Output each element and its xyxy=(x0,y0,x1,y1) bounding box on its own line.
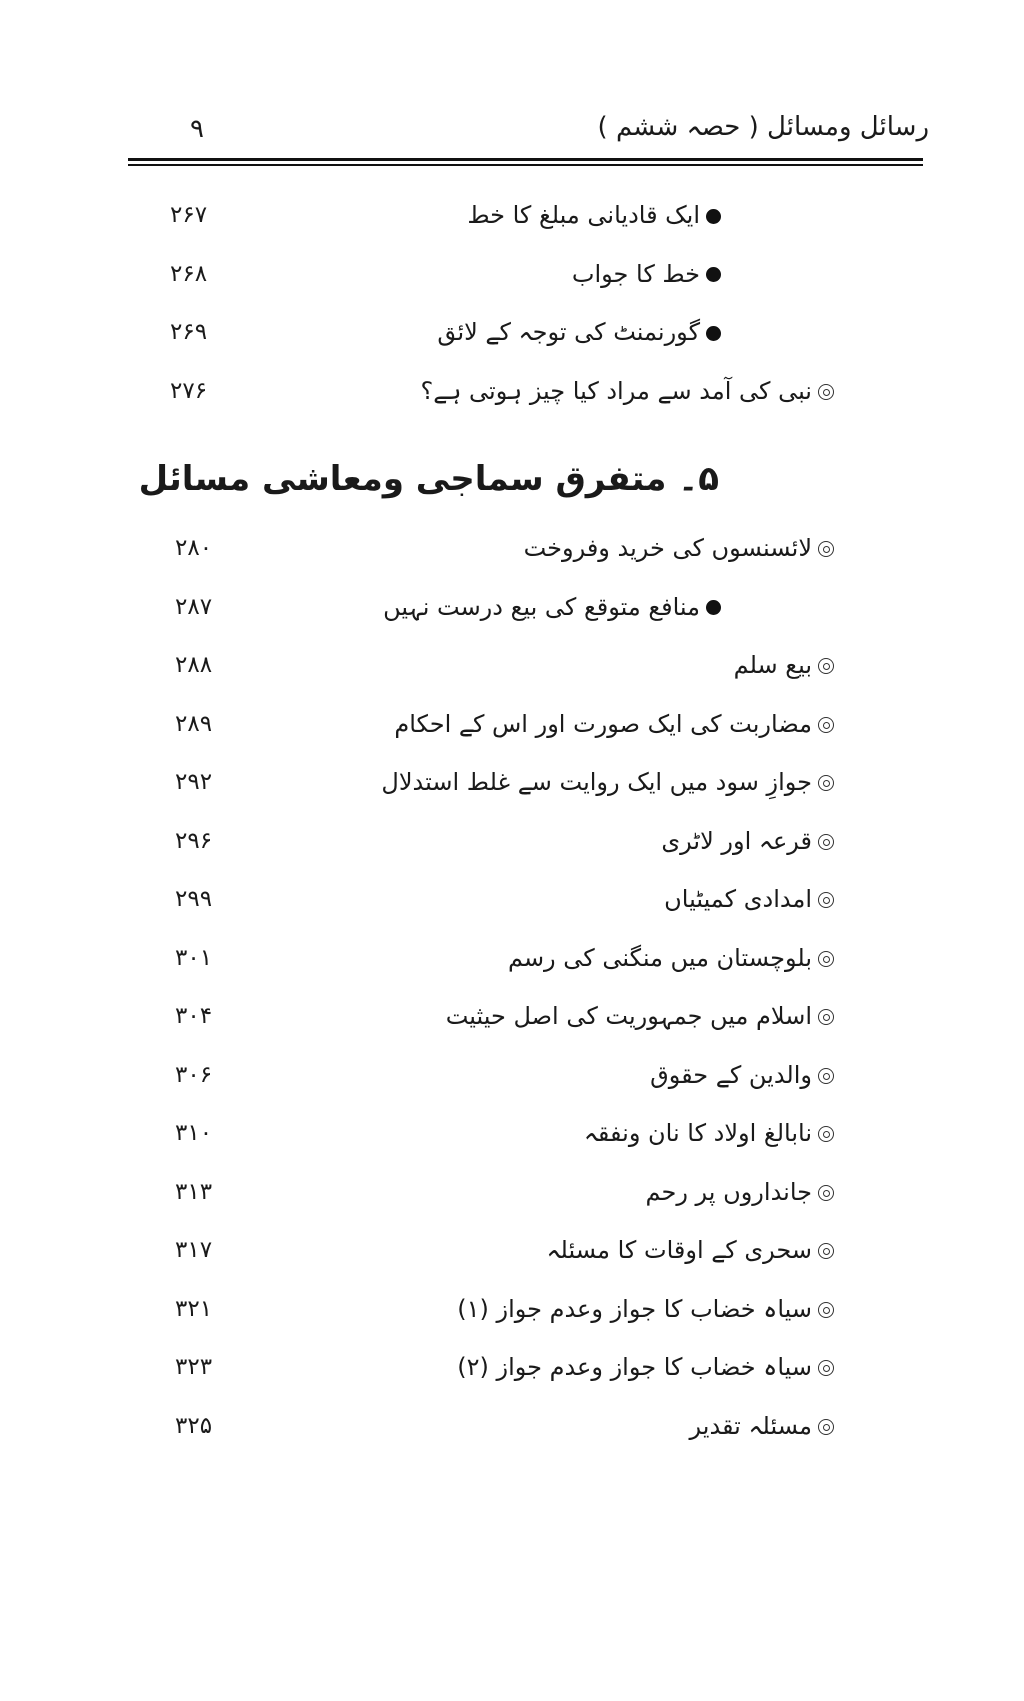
toc-entry-title xyxy=(650,1055,834,1095)
flower-ornament-icon xyxy=(818,1009,834,1025)
toc-entry-text: والدین کے حقوق xyxy=(650,1060,812,1089)
toc-entry-page-number: ۲۸۰ xyxy=(175,535,213,561)
toc-entry xyxy=(0,1113,1024,1153)
toc-entry xyxy=(0,1055,1024,1095)
toc-entry-text: نابالغ اولاد کا نان ونفقہ xyxy=(583,1119,812,1147)
toc-entry-page-number: ۲۹۶ xyxy=(175,827,213,854)
toc-entry-text: امدادی کمیٹیاں xyxy=(664,885,812,913)
toc-entry-title xyxy=(734,645,834,685)
toc-entry xyxy=(0,645,1024,685)
toc-entry-page-number: ۳۲۱ xyxy=(175,1295,213,1322)
flower-ornament-icon xyxy=(818,658,834,674)
flower-ornament-icon xyxy=(818,1126,834,1142)
flower-ornament-icon xyxy=(818,541,834,557)
toc-entry-text: جوازِ سود میں ایک روایت سے غلط استدلال xyxy=(381,768,812,796)
toc-entry xyxy=(0,1172,1024,1212)
toc-entry-page-number: ۳۱۰ xyxy=(175,1120,213,1146)
flower-ornament-icon xyxy=(818,1419,834,1435)
toc-entry-page-number: ۳۱۳ xyxy=(175,1178,213,1205)
toc-entry-title xyxy=(394,704,834,744)
toc-entry-page-number: ۲۶۷ xyxy=(170,202,208,228)
toc-entry-title xyxy=(661,821,834,861)
toc-entry-page-number: ۳۰۶ xyxy=(175,1061,213,1088)
flower-ornament-icon xyxy=(818,1068,834,1084)
toc-entry-title xyxy=(508,938,834,978)
toc-entry-page-number: ۳۱۷ xyxy=(175,1237,213,1263)
flower-ornament-icon xyxy=(818,384,834,400)
toc-entry-text: ایک قادیانی مبلغ کا خط xyxy=(467,201,700,229)
toc-entry xyxy=(0,996,1024,1036)
toc-entry-text: سحری کے اوقات کا مسئلہ xyxy=(546,1236,812,1264)
toc-entry-title xyxy=(446,996,834,1036)
toc-entry-title xyxy=(437,312,721,352)
toc-entry-title xyxy=(572,254,721,294)
toc-entry xyxy=(0,1347,1024,1387)
toc-entry xyxy=(0,704,1024,744)
toc-entry xyxy=(0,254,1024,294)
flower-ornament-icon xyxy=(818,1302,834,1318)
toc-entry xyxy=(0,528,1024,568)
toc-entry-text: اسلام میں جمہوریت کی اصل حیثیت xyxy=(445,1002,812,1030)
toc-entry-title xyxy=(383,587,721,627)
toc-entry-page-number: ۲۸۸ xyxy=(175,652,213,678)
toc-entry-title xyxy=(524,528,834,568)
toc-entry-title xyxy=(457,1289,834,1329)
toc-entry xyxy=(0,1289,1024,1329)
toc-entry-page-number: ۲۶۸ xyxy=(170,260,208,287)
running-header-title: رسائل ومسائل ( حصہ ششم ) xyxy=(597,112,929,142)
toc-entry-page-number: ۲۹۹ xyxy=(175,886,213,912)
toc-entry-page-number: ۲۹۲ xyxy=(175,769,213,795)
toc-entry-title xyxy=(467,195,721,235)
toc-entry-text: خط کا جواب xyxy=(571,259,700,288)
flower-ornament-icon xyxy=(818,1185,834,1201)
toc-entry-title xyxy=(381,762,834,802)
toc-entry xyxy=(0,587,1024,627)
toc-entry-page-number: ۳۰۱ xyxy=(175,944,213,971)
toc-entry-title xyxy=(457,1347,834,1387)
toc-entry-text: مسئلہ تقدیر xyxy=(689,1411,812,1440)
toc-entry-page-number: ۲۸۷ xyxy=(175,593,213,620)
flower-ornament-icon xyxy=(818,775,834,791)
bullet-icon xyxy=(706,326,721,341)
toc-entry-page-number: ۲۷۶ xyxy=(170,377,208,404)
toc-entry-text: جانداروں پر رحم xyxy=(645,1177,812,1206)
toc-entry-title xyxy=(690,1406,834,1446)
header-rule xyxy=(128,158,923,161)
toc-entry-text: بلوچستان میں منگنی کی رسم xyxy=(507,943,812,972)
toc-entry-page-number: ۳۲۵ xyxy=(175,1412,213,1439)
toc-entry-page-number: ۲۸۹ xyxy=(175,710,213,737)
toc-entry-title xyxy=(421,371,834,411)
toc-entry xyxy=(0,371,1024,411)
toc-entry-text: بیع سلم xyxy=(733,651,812,679)
section-heading: ۵۔ متفرق سماجی ومعاشی مسائل xyxy=(138,459,719,499)
toc-entry xyxy=(0,879,1024,919)
toc-entry xyxy=(0,762,1024,802)
toc-entry-title xyxy=(664,879,834,919)
toc-entry-text: سیاہ خضاب کا جواز وعدم جواز (۱) xyxy=(457,1294,812,1323)
toc-entry-text: قرعہ اور لاٹری xyxy=(661,826,812,855)
toc-entry xyxy=(0,312,1024,352)
header-rule-thin xyxy=(128,164,923,166)
toc-entry-text: سیاہ خضاب کا جواز وعدم جواز (۲) xyxy=(457,1353,812,1381)
toc-entry-title xyxy=(584,1113,834,1153)
bullet-icon xyxy=(706,600,721,615)
flower-ornament-icon xyxy=(818,717,834,733)
toc-entry xyxy=(0,1406,1024,1446)
toc-entry xyxy=(0,1230,1024,1270)
flower-ornament-icon xyxy=(818,1243,834,1259)
flower-ornament-icon xyxy=(818,834,834,850)
toc-entry-text: گورنمنٹ کی توجہ کے لائق xyxy=(437,318,700,346)
toc-entry-text: نبی کی آمد سے مراد کیا چیز ہوتی ہے؟ xyxy=(420,376,812,405)
flower-ornament-icon xyxy=(818,1360,834,1376)
toc-entry-text: مضاربت کی ایک صورت اور اس کے احکام xyxy=(394,709,812,738)
toc-entry-title xyxy=(546,1230,834,1270)
toc-entry-title xyxy=(646,1172,834,1212)
flower-ornament-icon xyxy=(818,892,834,908)
toc-entry xyxy=(0,821,1024,861)
bullet-icon xyxy=(706,209,721,224)
toc-entry-page-number: ۳۰۴ xyxy=(175,1003,213,1029)
header-page-number: ۹ xyxy=(190,114,204,144)
toc-entry xyxy=(0,938,1024,978)
toc-entry xyxy=(0,195,1024,235)
bullet-icon xyxy=(706,267,721,282)
toc-entry-text: لائسنسوں کی خرید وفروخت xyxy=(523,534,812,562)
flower-ornament-icon xyxy=(818,951,834,967)
toc-entry-page-number: ۲۶۹ xyxy=(170,319,208,345)
toc-entry-page-number: ۳۲۳ xyxy=(175,1354,213,1380)
toc-entry-text: منافع متوقع کی بیع درست نہیں xyxy=(383,592,700,621)
